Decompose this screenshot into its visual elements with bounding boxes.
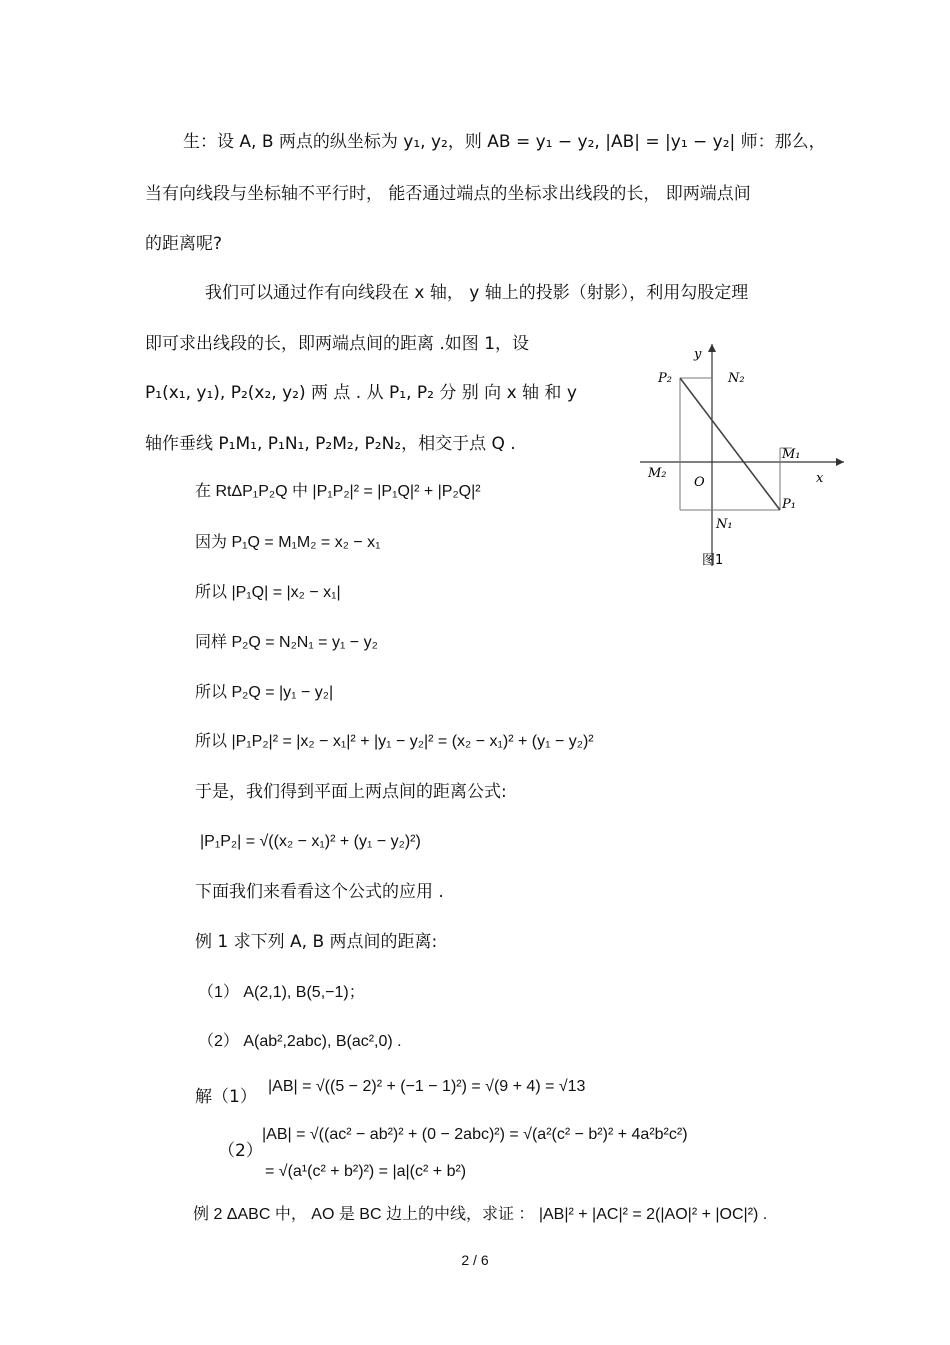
label-n2: N₂	[728, 371, 745, 386]
label-p1: P₁	[782, 497, 796, 512]
label-m1: M₁	[782, 447, 801, 462]
segment-p1p2	[680, 378, 780, 510]
equation-p1p2-squared: 所以 |P₁P₂|² = |x₂ − x₁|² + |y₁ − y₂|² = (x₂ − x₁)² + (y₁ − y₂)²	[195, 733, 594, 750]
distance-formula: |P₁P₂| = √((x₂ − x₁)² + (y₁ − y₂)²)	[200, 833, 421, 850]
label-m2: M₂	[648, 466, 667, 481]
equation-pythagoras: 在 RtΔP₁P₂Q 中 |P₁P₂|² = |P₁Q|² + |P₂Q|²	[195, 483, 481, 500]
solution-2-equation: |AB| = √((ac² − ab²)² + (0 − 2abc)²) = √(a²(c² − b²)² + 4a²b²c²)	[262, 1126, 688, 1143]
example-2-statement: 例 2 ΔABC 中， AO 是 BC 边上的中线，求证 ： |AB|² + |AC|² = 2(|AO|² + |OC|²) .	[193, 1206, 768, 1223]
y-axis-arrow-icon	[708, 344, 716, 352]
solution-label-2: （2）	[218, 1141, 263, 1161]
text-line-7: 轴作垂线 P₁M₁, P₁N₁, P₂M₂, P₂N₂，相交于点 Q .	[145, 434, 516, 454]
label-y: y	[694, 347, 702, 362]
label-origin: O	[694, 475, 705, 490]
text-line-4: 我们可以通过作有向线段在 x 轴， y 轴上的投影（射影），利用勾股定理	[205, 283, 749, 303]
text-line-5: 即可求出线段的长，即两端点间的距离 .如图 1，设	[145, 334, 530, 354]
equation-p2q-abs: 所以 P₂Q = |y₁ − y₂|	[195, 684, 334, 701]
solution-label-1: 解（1）	[195, 1087, 257, 1107]
text-line-conclusion: 于是，我们得到平面上两点间的距离公式:	[195, 782, 507, 802]
text-line-1: 生：设 A, B 两点的纵坐标为 y₁, y₂，则 AB = y₁ − y₂, |AB| = |y₁ − y₂| 师：那么，	[183, 132, 826, 152]
label-n1: N₁	[716, 517, 733, 532]
text-line-6: P₁(x₁, y₁), P₂(x₂, y₂) 两 点 . 从 P₁, P₂ 分 别 向 x 轴 和 y	[145, 383, 577, 403]
solution-1-equation: |AB| = √((5 − 2)² + (−1 − 1)²) = √(9 + 4) = √13	[268, 1078, 586, 1095]
solution-2-simplified: = √(a¹(c² + b²)²) = |a|(c² + b²)	[265, 1163, 467, 1180]
text-line-3: 的距离呢?	[145, 234, 223, 254]
equation-p2q: 同样 P₂Q = N₂N₁ = y₁ − y₂	[195, 634, 378, 651]
text-line-2: 当有向线段与坐标轴不平行时， 能否通过端点的坐标求出线段的长， 即两端点间	[145, 184, 751, 204]
example-1-title: 例 1 求下列 A, B 两点间的距离:	[195, 932, 438, 952]
figure-caption: 图1	[702, 553, 724, 568]
equation-p1q: 因为 P₁Q = M₁M₂ = x₂ − x₁	[195, 534, 381, 551]
label-x: x	[816, 471, 824, 486]
figure-1-diagram	[630, 336, 850, 576]
label-p2: P₂	[658, 371, 672, 386]
example-1-part-2: （2） A(ab²,2abc), B(ac²,0) .	[198, 1033, 402, 1050]
example-1-part-1: （1） A(2,1), B(5,−1)；	[198, 984, 365, 1001]
page-number: 2 / 6	[461, 1252, 489, 1268]
text-line-application: 下面我们来看看这个公式的应用 .	[195, 882, 444, 902]
x-axis-arrow-icon	[836, 458, 844, 466]
equation-p1q-abs: 所以 |P₁Q| = |x₂ − x₁|	[195, 584, 341, 601]
